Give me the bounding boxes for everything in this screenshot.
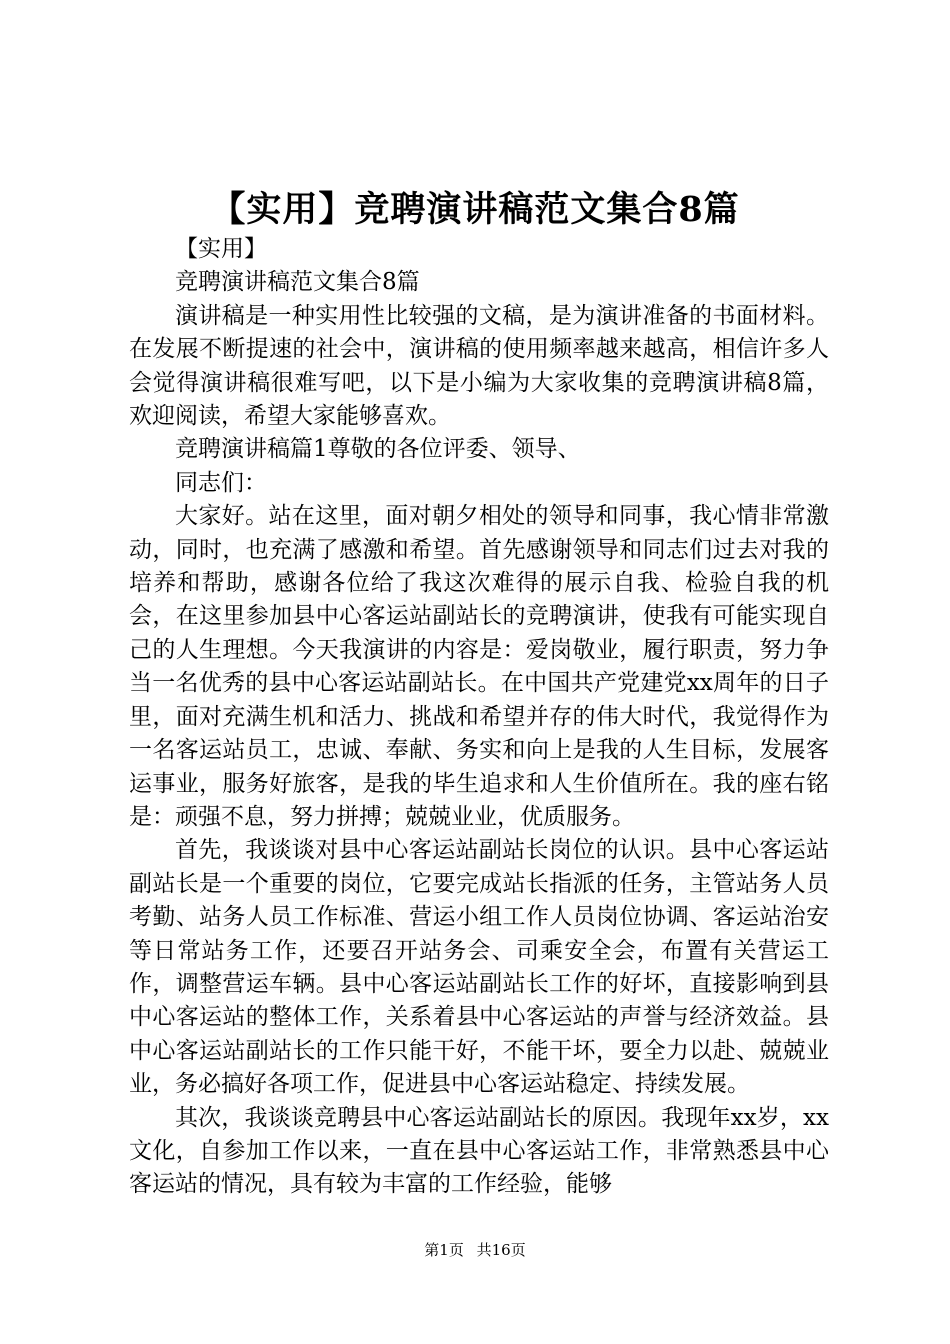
page-number: 第1页 — [424, 1241, 464, 1259]
paragraph: 首先，我谈谈对县中心客运站副站长岗位的认识。县中心客运站副站长是一个重要的岗位，它要完成站长指派的任务，主管站务人员考勤、站务人员工作标准、营运小组工作人员岗位协调、客运站治安等日常站务工作，还要召开站务会、司乘安全会，布置有关营运工作，调整营运车辆。县中心客运站副站长工作的好坏，直接影响到县中心客运站的整体工作，关系着县中心客运站的声誉与经济效益。县中心客运站副站长的工作只能干好，不能干坏，要全力以赴、兢兢业业，务必搞好各项工作，促进县中心客运站稳定、持续发展。 — [129, 837, 829, 1098]
paragraph: 大家好。站在这里，面对朝夕相处的领导和同事，我心情非常激动，同时，也充满了感激和希望。首先感谢领导和同志们过去对我的培养和帮助，感谢各位给了我这次难得的展示自我、检验自我的机会，在这里参加县中心客运站副站长的竞聘演讲，使我有可能实现自己的人生理想。今天我演讲的内容是：爱岗敬业，履行职责，努力争当一名优秀的县中心客运站副站长。在中国共产党建党xx周年的日子里，面对充满生机和活力、挑战和希望并存的伟大时代，我觉得作为一名客运站员工，忠诚、奉献、务实和向上是我的人生目标，发展客运事业，服务好旅客，是我的毕生追求和人生价值所在。我的座右铭是：顽强不息，努力拼搏；兢兢业业，优质服务。 — [129, 503, 829, 830]
document-title: 【实用】竞聘演讲稿范文集合8篇 — [210, 189, 740, 230]
page-footer — [0, 1240, 950, 1260]
paragraph: 其次，我谈谈竞聘县中心客运站副站长的原因。我现年xx岁，xx文化，自参加工作以来，一直在县中心客运站工作，非常熟悉县中心客运站的情况，具有较为丰富的工作经验，能够 — [129, 1104, 829, 1198]
paragraph: 【实用】 — [175, 236, 267, 262]
document-body — [129, 233, 829, 1202]
paragraph: 竞聘演讲稿篇1尊敬的各位评委、领导、 — [175, 436, 581, 463]
paragraph: 同志们： — [175, 469, 267, 496]
page-total: 共16页 — [476, 1241, 526, 1259]
paragraph: 演讲稿是一种实用性比较强的文稿，是为演讲准备的书面材料。在发展不断提速的社会中，演讲稿的使用频率越来越高，相信许多人会觉得演讲稿很难写吧，以下是小编为大家收集的竞聘演讲稿8篇，欢迎阅读，希望大家能够喜欢。 — [129, 302, 829, 430]
paragraph: 竞聘演讲稿范文集合8篇 — [175, 269, 420, 296]
